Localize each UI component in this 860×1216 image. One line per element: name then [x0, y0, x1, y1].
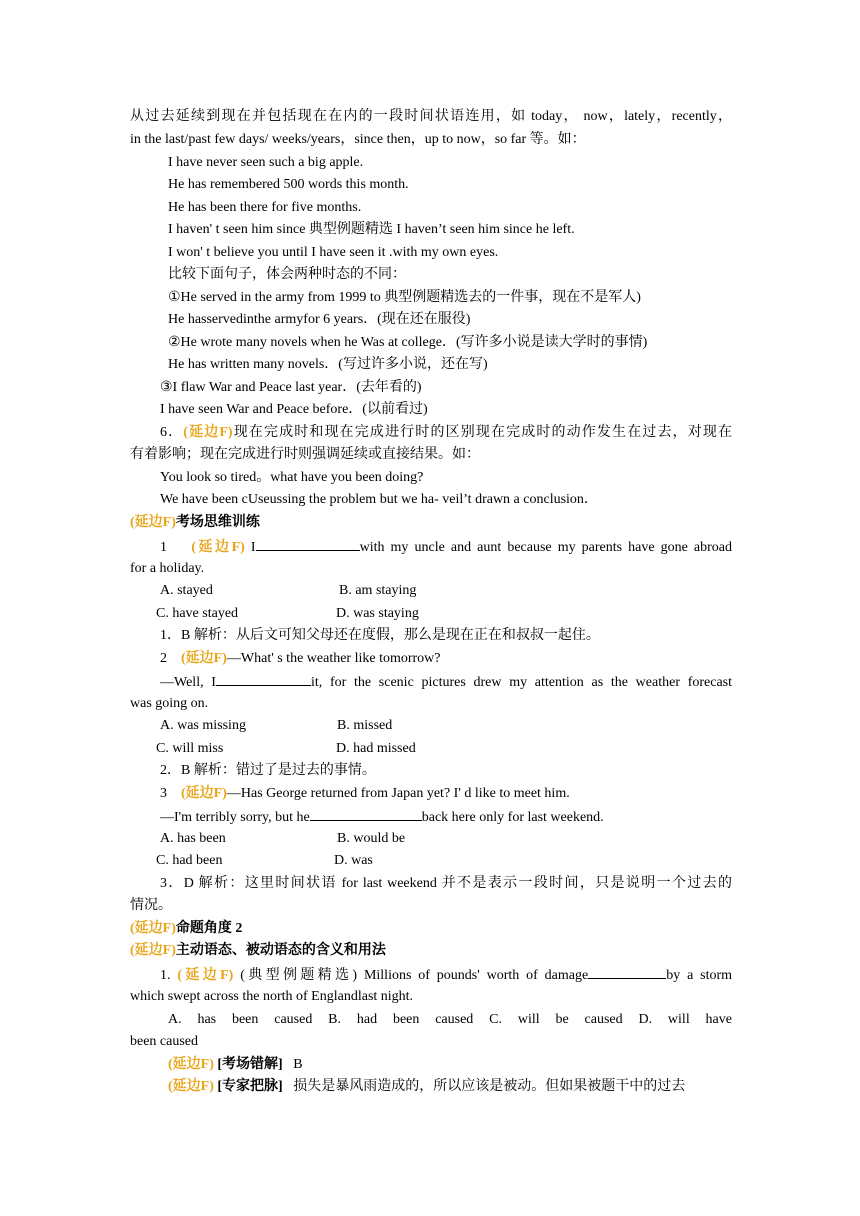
section-heading	[130, 513, 732, 533]
option-b: B. missed	[337, 718, 393, 733]
question-text: —What' s the weather like tomorrow?	[226, 651, 441, 666]
option-d: D. was	[334, 853, 373, 868]
question-suffix: by a storm	[666, 968, 732, 983]
expert-text: 损失是暴风雨造成的，所以应该是被动。但如果被题干中的过去	[293, 1079, 686, 1094]
heading-text: 考场思维训练	[175, 515, 260, 530]
question-continuation: was going on.	[130, 696, 209, 711]
error-label: [考场错解]	[217, 1057, 283, 1072]
option-b: B. would be	[337, 831, 406, 846]
answer-explanation: 3．D 解析：这里时间状语 for last weekend 并不是表示一段时间，只是说明一个过去的	[160, 876, 732, 891]
text-line: 从过去延续到现在并包括现在在内的一段时间状语连用，如 today， now，lately，recently，	[130, 109, 732, 124]
text-line: 有着影响；现在完成进行时则强调延续或直接结果。如：	[130, 447, 480, 462]
option-a: A. was missing	[160, 718, 246, 733]
question-number: 1	[160, 540, 167, 555]
source-tag: (延边F)	[168, 1057, 214, 1072]
options-continuation: been caused	[130, 1034, 199, 1049]
source-tag: (延边F)	[130, 515, 176, 530]
example-sentence: We have been cUseussing the problem but we ha- veil’t drawn a conclusion．	[160, 492, 598, 507]
source-tag: (延边F)	[183, 425, 233, 440]
answer-explanation: 2．B 解析：错过了是过去的事情。	[160, 763, 376, 778]
source-tag: (延边F)	[130, 943, 176, 958]
option-d: D. was staying	[336, 606, 419, 621]
expert-label: [专家把脉]	[217, 1079, 283, 1094]
question-prefix: Millions of pounds' worth of damage	[363, 968, 589, 983]
example-sentence: He has written many novels．(写过许多小说，还在写)	[168, 357, 488, 372]
question-prefix: —I'm terribly sorry, but he	[160, 810, 310, 825]
heading-text: 主动语态、被动语态的含义和用法	[175, 943, 386, 958]
section-6-line	[160, 423, 732, 443]
example-sentence: I have seen War and Peace before．(以前看过)	[160, 402, 428, 417]
expert-analysis-line	[168, 1077, 732, 1097]
example-sentence: He has been there for five months.	[168, 200, 362, 215]
question-continuation: for a holiday.	[130, 561, 205, 576]
example-sentence: You look so tired。what have you been doing?	[160, 470, 424, 485]
question-2-line	[160, 671, 732, 693]
question-text: —Has George returned from Japan yet? I' d like to meet him.	[226, 786, 570, 801]
question-source: (典型例题精选)	[240, 968, 358, 983]
source-tag: (延边F)	[168, 1079, 214, 1094]
example-sentence: I won' t believe you until I have seen it .with my own eyes.	[168, 245, 499, 260]
error-answer-line	[168, 1055, 770, 1075]
source-tag: (延边F)	[130, 921, 176, 936]
option-a: A. has been	[160, 831, 226, 846]
question-number: 3	[160, 786, 167, 801]
heading-text: 命题角度 2	[175, 921, 243, 936]
example-sentence: ①He served in the army from 1999 to 典型例题精选去的一件事，现在不是军人)	[168, 290, 641, 305]
question-number: 2	[160, 651, 167, 666]
question-prefix: I	[250, 540, 256, 555]
source-tag: (延边F)	[181, 651, 227, 666]
text-line: 比较下面句子，体会两种时态的不同：	[168, 267, 406, 282]
example-sentence: ③I flaw War and Peace last year．(去年看的)	[160, 380, 422, 395]
question-number: 1.	[160, 968, 171, 983]
answer-blank	[216, 671, 311, 686]
options-line: A. has been caused B. had been caused C. will be caused D. will have	[168, 1012, 732, 1027]
option-c: C. had been	[156, 853, 223, 868]
example-sentence: I have never seen such a big apple.	[168, 155, 364, 170]
question-suffix: with my uncle and aunt because my parents have gone abroad	[359, 540, 732, 555]
option-d: D. had missed	[336, 741, 416, 756]
text-line: in the last/past few days/ weeks/years，since then，up to now，so far 等。如：	[130, 132, 586, 147]
error-value: B	[293, 1057, 303, 1072]
question-continuation: which swept across the north of Englandlast night.	[130, 989, 414, 1004]
question-suffix: back here only for last weekend.	[421, 810, 604, 825]
answer-continuation: 情况。	[130, 898, 172, 913]
question-3	[160, 784, 762, 804]
example-sentence: He has remembered 500 words this month.	[168, 177, 409, 192]
example-sentence: I haven' t seen him since 典型例题精选 I haven’t seen him since he left.	[168, 222, 575, 237]
question-3-line	[160, 806, 762, 828]
option-c: C. have stayed	[156, 606, 239, 621]
answer-explanation: 1．B 解析：从后文可知父母还在度假，那么是现在正在和叔叔一起住。	[160, 628, 600, 643]
example-sentence: ②He wrote many novels when he Was at college．(写许多小说是读大学时的事情)	[168, 335, 648, 350]
answer-blank	[588, 964, 666, 979]
item-text: 现在完成时和现在完成进行时的区别现在完成时的动作发生在过去，对现在	[232, 425, 732, 440]
source-tag: (延边F)	[191, 540, 245, 555]
item-number: 6．	[160, 425, 184, 440]
source-tag: (延边F)	[177, 968, 234, 983]
example-sentence: He hasservedinthe armyfor 6 years．(现在还在服役)	[168, 312, 471, 327]
section-heading	[130, 941, 732, 961]
question-prefix: —Well, I	[160, 675, 216, 690]
section-heading	[130, 919, 732, 939]
source-tag: (延边F)	[181, 786, 227, 801]
question-4	[160, 964, 732, 986]
question-suffix: it, for the scenic pictures drew my attention as the weather forecast	[310, 675, 732, 690]
option-b: B. am staying	[339, 583, 417, 598]
option-c: C. will miss	[156, 741, 224, 756]
answer-blank	[256, 536, 360, 551]
question-1	[160, 536, 732, 558]
question-2	[160, 649, 762, 669]
answer-blank	[310, 806, 422, 821]
option-a: A. stayed	[160, 583, 213, 598]
